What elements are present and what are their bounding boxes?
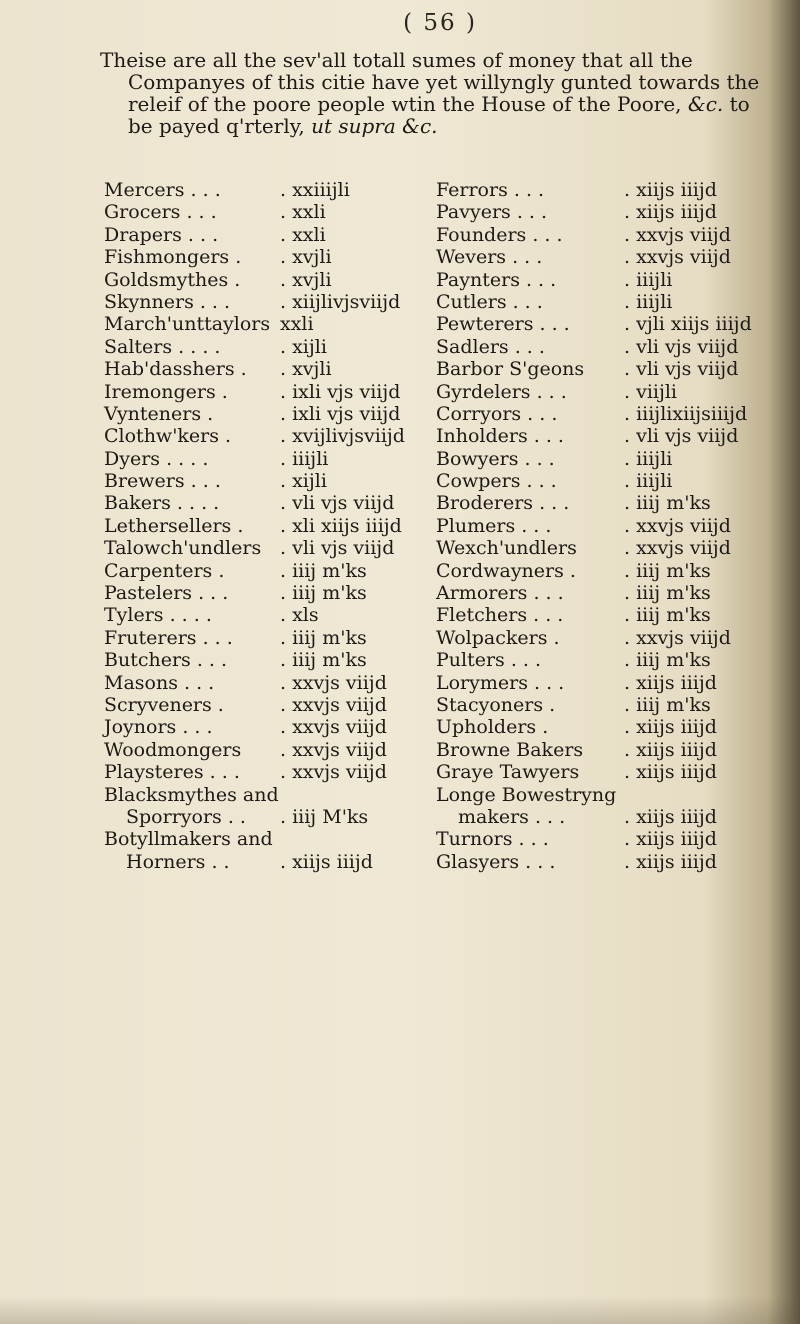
company-amount: . xiijs iiijd xyxy=(624,850,717,873)
company-entry xyxy=(436,179,762,201)
company-entry xyxy=(436,537,762,559)
company-entry xyxy=(436,470,762,492)
intro-ut-supra: ut supra &c. xyxy=(311,114,438,138)
company-name: Sporryors . . xyxy=(126,805,246,828)
company-name: Vynteners . xyxy=(104,402,214,425)
company-amount: . iiijli xyxy=(624,290,673,313)
company-amount: . xxvjs viijd xyxy=(624,626,731,649)
company-name: Armorers . . . xyxy=(436,582,564,605)
company-entry xyxy=(104,291,400,313)
company-entry xyxy=(104,560,400,582)
company-entry xyxy=(436,851,762,873)
company-amount: . xvjli xyxy=(280,268,332,291)
company-amount: . xxvjs viijd xyxy=(280,716,387,739)
company-name: Wevers . . . xyxy=(436,246,543,269)
page-number: ( 56 ) xyxy=(403,10,477,36)
company-name: Fletchers . . . xyxy=(436,604,564,627)
intro-text-mid: to be payed q'rterly, xyxy=(128,92,750,138)
company-amount: . xxvjs viijd xyxy=(624,223,731,246)
company-name: Iremongers . xyxy=(104,380,228,403)
company-name: Inholders . . . xyxy=(436,425,564,448)
company-name: Pewterers . . . xyxy=(436,313,570,336)
company-entry xyxy=(436,201,762,223)
company-name: March'unttaylors xyxy=(104,313,271,336)
page-edge-shadow xyxy=(0,1296,800,1324)
company-name: Blacksmythes and xyxy=(104,783,279,806)
company-name: Playsteres . . . xyxy=(104,761,240,784)
company-amount: . ixli vjs viijd xyxy=(280,402,401,425)
company-amount: . iiij m'ks xyxy=(624,492,711,515)
company-name: Ferrors . . . xyxy=(436,179,545,201)
company-amount: . iiij m'ks xyxy=(624,649,711,672)
intro-paragraph xyxy=(100,49,768,137)
company-name: Barbor S'geons xyxy=(436,358,585,381)
intro-etc: &c. xyxy=(687,92,724,116)
company-amount: . xxvjs viijd xyxy=(624,537,731,560)
company-entry xyxy=(436,313,762,335)
company-entry xyxy=(436,492,762,514)
company-entry xyxy=(104,224,400,246)
company-entry xyxy=(436,448,762,470)
company-name: Pavyers . . . xyxy=(436,201,548,224)
company-name: Pastelers . . . xyxy=(104,582,229,605)
company-amount: . xxli xyxy=(280,201,326,224)
company-amount: . xxvjs viijd xyxy=(280,738,387,761)
company-amount: . xiijs iiijd xyxy=(624,179,717,201)
company-entry xyxy=(436,739,762,761)
company-amount: . xxvjs viijd xyxy=(624,514,731,537)
company-entry xyxy=(436,515,762,537)
company-entry xyxy=(104,672,400,694)
company-entry xyxy=(104,761,400,783)
company-entry xyxy=(104,313,400,335)
company-name: Cowpers . . . xyxy=(436,470,557,493)
company-entry xyxy=(104,425,405,448)
company-entry xyxy=(104,201,400,223)
company-name: Graye Tawyers xyxy=(436,761,580,784)
company-entry xyxy=(436,403,762,425)
company-entry xyxy=(104,537,400,559)
company-entry xyxy=(104,179,400,201)
company-entry xyxy=(436,716,762,738)
company-entry xyxy=(436,425,762,447)
company-amount: . xxvjs viijd xyxy=(280,671,387,694)
company-entry xyxy=(104,716,400,738)
company-amount: . xiijs iiijd xyxy=(624,761,717,784)
company-entry xyxy=(104,694,400,716)
company-name: Masons . . . xyxy=(104,671,215,694)
company-name: Joynors . . . xyxy=(104,716,213,739)
company-entry xyxy=(104,784,400,806)
company-amount: . xvjli xyxy=(280,246,332,269)
company-name: Skynners . . . xyxy=(104,290,231,313)
company-entry xyxy=(104,492,400,514)
company-name: Wexch'undlers xyxy=(436,537,577,560)
company-amount: . vjli xiijs iiijd xyxy=(624,313,752,336)
company-entry xyxy=(104,246,400,268)
company-entry xyxy=(436,672,762,694)
company-name: Mercers . . . xyxy=(104,179,221,201)
company-name: Plumers . . . xyxy=(436,514,552,537)
intro-text: Theise are all the sev'all totall sumes of money that all the Companyes of this citie have yet willyngly gunted towards the releif of the poore people wtin the House of the Poore, xyxy=(100,48,760,116)
company-entry xyxy=(436,627,762,649)
company-entry xyxy=(436,336,762,358)
company-entry xyxy=(104,403,400,425)
company-name: Pulters . . . xyxy=(436,649,542,672)
company-amount: . iiij m'ks xyxy=(280,626,367,649)
company-amount: . vli vjs viijd xyxy=(280,492,395,515)
company-entry xyxy=(104,358,400,380)
company-entry xyxy=(104,448,400,470)
company-amount: . xvjli xyxy=(280,358,332,381)
company-amount: . vli vjs viijd xyxy=(280,537,395,560)
company-entry xyxy=(104,269,400,291)
company-name: Browne Bakers xyxy=(436,738,584,761)
company-amount: . xiijs iiijd xyxy=(624,201,717,224)
company-name: Grocers . . . xyxy=(104,201,217,224)
company-name: Fishmongers . xyxy=(104,246,242,269)
company-name: makers . . . xyxy=(458,805,566,828)
company-entry xyxy=(104,649,400,671)
company-entry xyxy=(104,470,400,492)
company-amount: . xiijs iiijd xyxy=(280,850,373,873)
company-amount: . iiijlixiijsiiijd xyxy=(624,402,748,425)
company-entry xyxy=(436,560,762,582)
company-entry xyxy=(436,224,762,246)
company-entry xyxy=(104,739,400,761)
company-amount: . iiijli xyxy=(624,470,673,493)
company-entry xyxy=(104,604,400,626)
company-amount: . iiij M'ks xyxy=(280,805,369,828)
company-entry xyxy=(436,784,762,806)
company-name: Scryveners . xyxy=(104,693,224,716)
company-amount: . vli vjs viijd xyxy=(624,425,739,448)
company-amount: . xvijlivjsviijd xyxy=(280,425,405,448)
company-name: Founders . . . xyxy=(436,223,563,246)
company-name: Bakers . . . . xyxy=(104,492,220,515)
company-name: Wolpackers . xyxy=(436,626,560,649)
company-amount: . xiijlivjsviijd xyxy=(280,290,401,313)
company-amount: . iiij m'ks xyxy=(280,559,367,582)
company-entry xyxy=(104,381,400,403)
company-amount: . xli xiijs iiijd xyxy=(280,514,402,537)
company-entry xyxy=(436,694,762,716)
company-name: Carpenters . xyxy=(104,559,225,582)
company-amount: . xxvjs viijd xyxy=(624,246,731,269)
company-name: Dyers . . . . xyxy=(104,447,209,470)
company-amount: . iiij m'ks xyxy=(280,649,367,672)
company-entry xyxy=(436,649,762,671)
company-name: Corryors . . . xyxy=(436,402,558,425)
company-name: Longe Bowestryng xyxy=(436,783,617,806)
company-amount: xxli xyxy=(280,313,314,336)
company-amount: . xxli xyxy=(280,223,326,246)
company-amount: . vli vjs viijd xyxy=(624,358,739,381)
company-entry xyxy=(104,828,400,850)
company-amount: . xijli xyxy=(280,335,327,358)
company-name: Brewers . . . xyxy=(104,470,221,493)
company-entry xyxy=(104,806,400,828)
company-amount: . xiijs iiijd xyxy=(624,805,717,828)
company-amount: . iiijli xyxy=(280,447,329,470)
company-name: Fruterers . . . xyxy=(104,626,233,649)
company-name: Gyrdelers . . . xyxy=(436,380,567,403)
company-name: Cordwayners . xyxy=(436,559,576,582)
company-name: Goldsmythes . xyxy=(104,268,241,291)
company-entry xyxy=(436,604,762,626)
company-entry xyxy=(436,358,762,380)
company-entry xyxy=(104,336,400,358)
company-name: Tylers . . . . xyxy=(104,604,212,627)
company-amount: . iiij m'ks xyxy=(280,582,367,605)
company-name: Bowyers . . . xyxy=(436,447,555,470)
company-name: Talowch'undlers xyxy=(104,537,262,560)
company-name: Stacyoners . xyxy=(436,693,556,716)
company-amount: . xls xyxy=(280,604,319,627)
company-amount: . xiijs iiijd xyxy=(624,828,717,851)
company-amount: . xiijs iiijd xyxy=(624,671,717,694)
company-entry xyxy=(104,515,400,537)
company-entry xyxy=(436,582,762,604)
company-amount: . iiij m'ks xyxy=(624,582,711,605)
company-amount: . xiijs iiijd xyxy=(624,738,717,761)
company-amount: . iiijli xyxy=(624,447,673,470)
company-amount: . ixli vjs viijd xyxy=(280,380,401,403)
company-amount: . xxiiijli xyxy=(280,179,350,201)
company-name: Woodmongers xyxy=(104,738,242,761)
company-entry xyxy=(436,291,762,313)
company-name: Hab'dasshers . xyxy=(104,358,247,381)
company-amount: . iiij m'ks xyxy=(624,693,711,716)
company-entry xyxy=(436,381,762,403)
company-name: Cutlers . . . xyxy=(436,290,543,313)
company-name: Botyllmakers and xyxy=(104,828,273,851)
company-amount: . xxvjs viijd xyxy=(280,693,387,716)
company-name: Clothw'kers . xyxy=(104,425,232,448)
company-amount: . vli vjs viijd xyxy=(624,335,739,358)
company-amount: . iiij m'ks xyxy=(624,604,711,627)
company-entry xyxy=(436,806,762,828)
company-name: Broderers . . . xyxy=(436,492,570,515)
right-column xyxy=(436,179,762,873)
left-column xyxy=(104,179,405,873)
company-name: Paynters . . . xyxy=(436,268,557,291)
company-entry xyxy=(436,828,762,850)
company-name: Drapers . . . xyxy=(104,223,219,246)
company-name: Upholders . xyxy=(436,716,549,739)
company-entry xyxy=(436,761,762,783)
company-name: Turnors . . . xyxy=(436,828,549,851)
company-amount: . xiijs iiijd xyxy=(624,716,717,739)
company-name: Glasyers . . . xyxy=(436,850,556,873)
company-name: Butchers . . . xyxy=(104,649,228,672)
company-entry xyxy=(104,851,400,873)
company-name: Sadlers . . . xyxy=(436,335,545,358)
company-entry xyxy=(104,627,400,649)
company-entry xyxy=(436,246,762,268)
company-name: Lorymers . . . xyxy=(436,671,565,694)
company-name: Lethersellers . xyxy=(104,514,244,537)
company-amount: . iiijli xyxy=(624,268,673,291)
company-amount: . xijli xyxy=(280,470,327,493)
company-entry xyxy=(436,269,762,291)
company-name: Salters . . . . xyxy=(104,335,221,358)
company-amount: . xxvjs viijd xyxy=(280,761,387,784)
company-entry xyxy=(104,582,400,604)
company-amount: . iiij m'ks xyxy=(624,559,711,582)
company-amount: . viijli xyxy=(624,380,678,403)
company-name: Horners . . xyxy=(126,850,230,873)
